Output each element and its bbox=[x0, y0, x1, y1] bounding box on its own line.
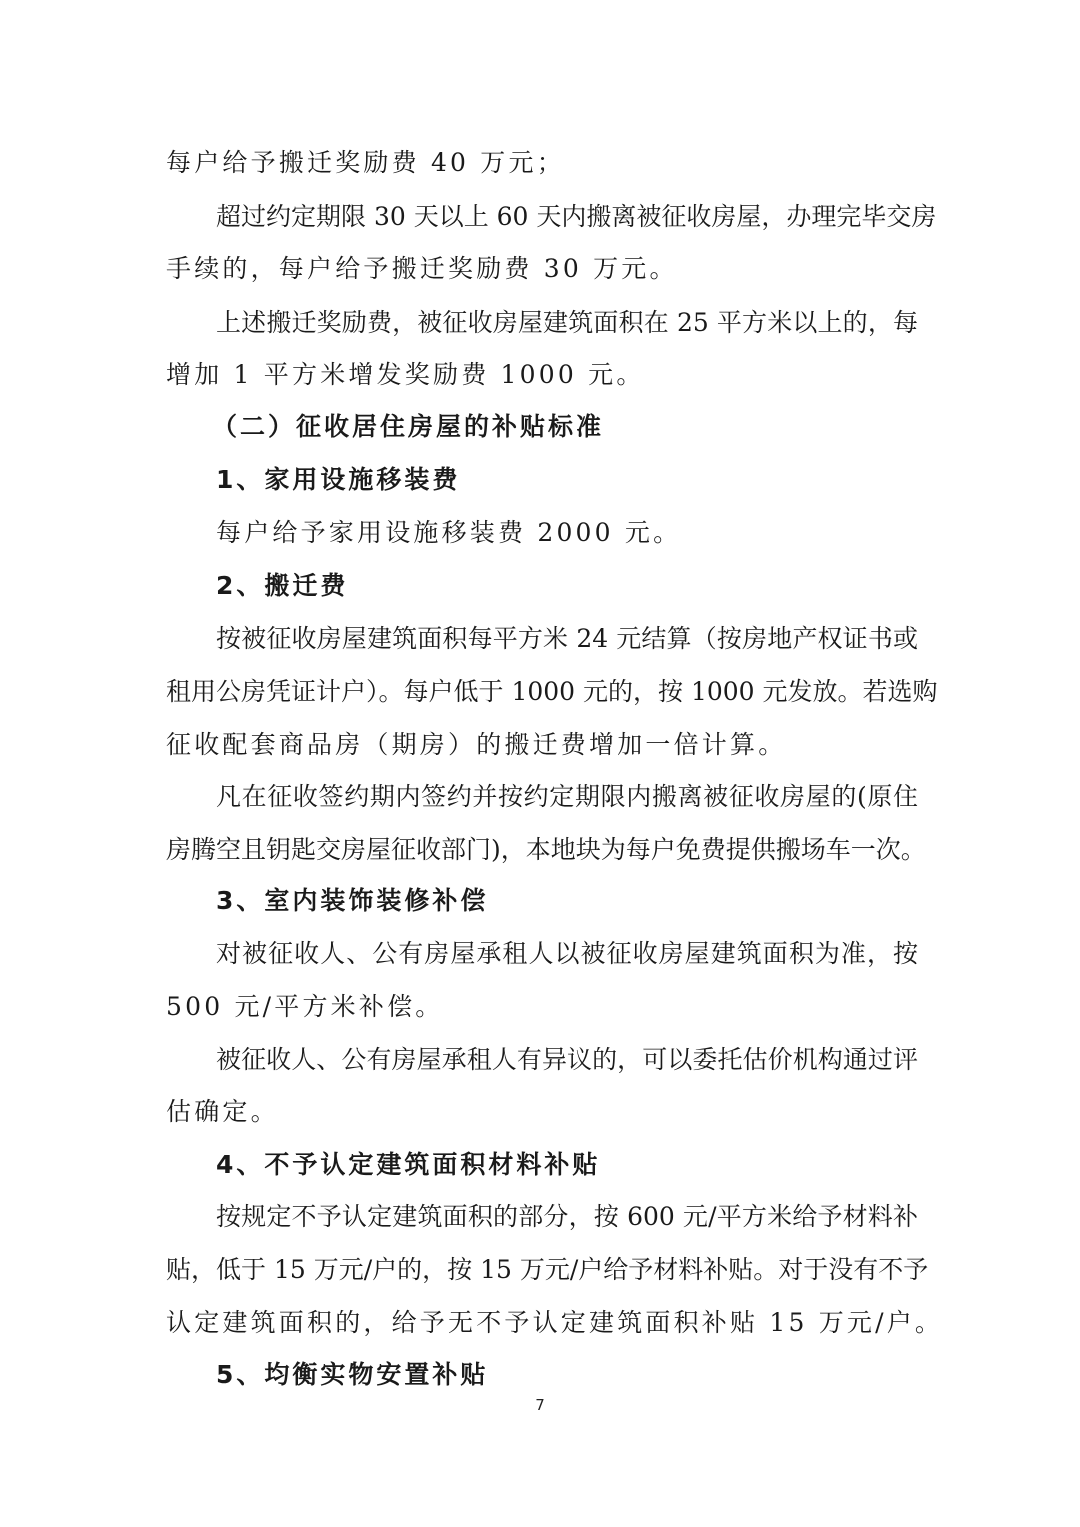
paragraph-line: 贴，低于 15 万元/户的，按 15 万元/户给予材料补贴。对于没有不予 bbox=[166, 1255, 929, 1284]
paragraph-line: 征收配套商品房（期房）的搬迁费增加一倍计算。 bbox=[166, 730, 787, 759]
item-heading: 2、搬迁费 bbox=[216, 571, 349, 600]
paragraph-line: 认定建筑面积的，给予无不予认定建筑面积补贴 15 万元/户。 bbox=[166, 1308, 944, 1337]
paragraph-line: 每户给予搬迁奖励费 40 万元； bbox=[166, 148, 565, 177]
paragraph-line: 房腾空且钥匙交房屋征收部门)，本地块为每户免费提供搬场车一次。 bbox=[166, 835, 926, 864]
paragraph-line: 租用公房凭证计户）。每户低于 1000 元的，按 1000 元发放。若选购 bbox=[166, 677, 938, 706]
paragraph-line: 每户给予家用设施移装费 2000 元。 bbox=[216, 518, 682, 547]
paragraph-line: 按被征收房屋建筑面积每平方米 24 元结算（按房地产权证书或 bbox=[216, 624, 918, 653]
paragraph-line: 超过约定期限 30 天以上 60 天内搬离被征收房屋，办理完毕交房 bbox=[216, 202, 937, 231]
paragraph-line: 手续的，每户给予搬迁奖励费 30 万元。 bbox=[166, 254, 678, 283]
paragraph-line: 上述搬迁奖励费，被征收房屋建筑面积在 25 平方米以上的，每 bbox=[216, 308, 918, 337]
item-heading: 4、不予认定建筑面积材料补贴 bbox=[216, 1150, 601, 1179]
paragraph-line: 估确定。 bbox=[166, 1097, 279, 1126]
page-number: 7 bbox=[535, 1396, 545, 1414]
section-heading: （二）征收居住房屋的补贴标准 bbox=[212, 412, 605, 441]
paragraph-line: 500 元/平方米补偿。 bbox=[166, 992, 444, 1021]
item-heading: 3、室内装饰装修补偿 bbox=[216, 886, 489, 915]
paragraph-line: 被征收人、公有房屋承租人有异议的，可以委托估价机构通过评 bbox=[216, 1045, 918, 1074]
paragraph-line: 增加 1 平方米增发奖励费 1000 元。 bbox=[166, 360, 645, 389]
item-heading: 5、均衡实物安置补贴 bbox=[216, 1360, 489, 1389]
paragraph-line: 按规定不予认定建筑面积的部分，按 600 元/平方米给予材料补 bbox=[216, 1202, 918, 1231]
paragraph-line: 对被征收人、公有房屋承租人以被征收房屋建筑面积为准，按 bbox=[216, 939, 918, 968]
item-heading: 1、家用设施移装费 bbox=[216, 465, 461, 494]
paragraph-line: 凡在征收签约期内签约并按约定期限内搬离被征收房屋的(原住 bbox=[216, 782, 918, 811]
